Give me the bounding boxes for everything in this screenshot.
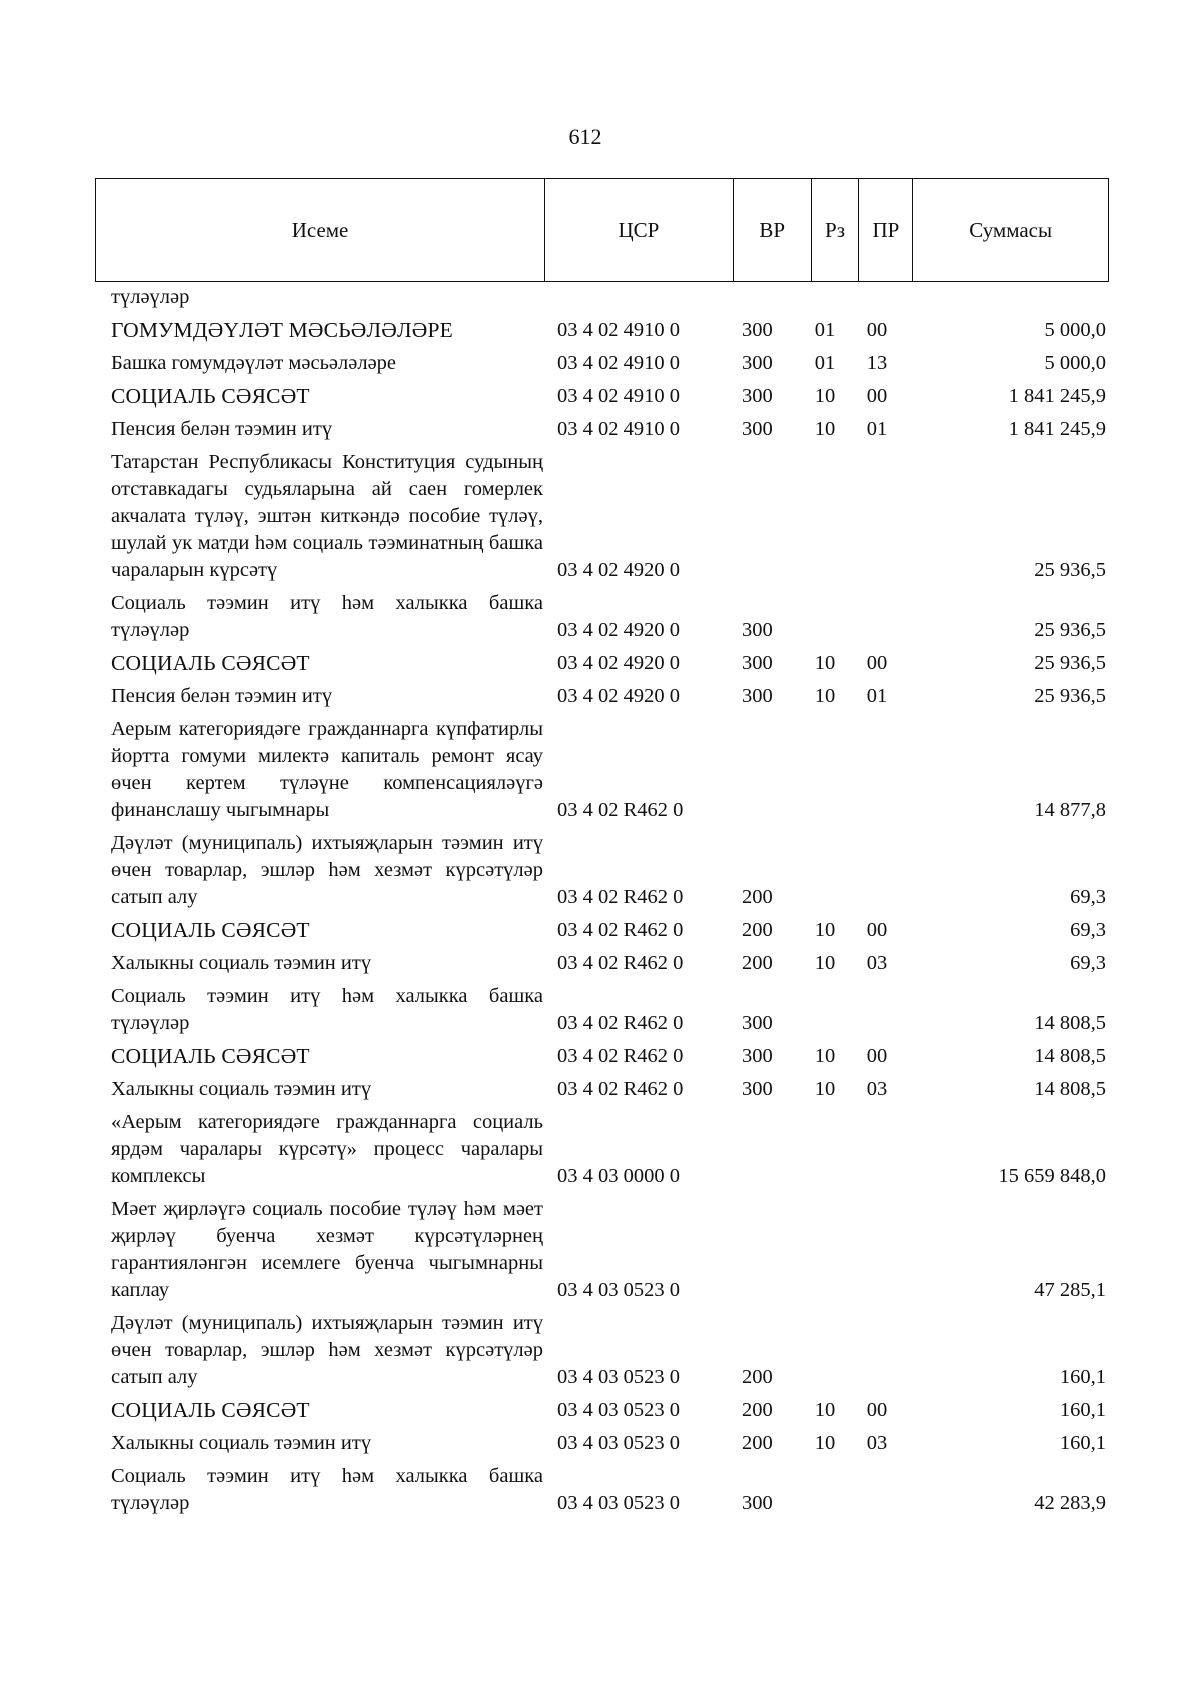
cell-name: СОЦИАЛЬ СӘЯСӘТ bbox=[111, 384, 310, 408]
cell-csr: 03 4 03 0523 0 bbox=[557, 1399, 680, 1421]
cell-rz: 10 bbox=[814, 685, 836, 707]
cell-name: түләүләр bbox=[111, 286, 190, 308]
cell-csr: 03 4 02 4910 0 bbox=[557, 418, 680, 440]
table-row bbox=[111, 1196, 1106, 1304]
cell-sum: 25 936,5 bbox=[1034, 685, 1106, 707]
cell-rz: 10 bbox=[814, 385, 836, 407]
table-row bbox=[111, 1109, 1106, 1190]
cell-sum: 160,1 bbox=[1059, 1432, 1106, 1454]
cell-csr: 03 4 03 0523 0 bbox=[557, 1432, 680, 1454]
table-body bbox=[111, 284, 1106, 1523]
table-row bbox=[111, 284, 1106, 311]
cell-sum: 25 936,5 bbox=[1034, 652, 1106, 674]
cell-rz: 10 bbox=[814, 1399, 836, 1421]
table-row bbox=[111, 1397, 1106, 1424]
table-row bbox=[111, 1310, 1106, 1391]
cell-sum: 14 877,8 bbox=[1034, 799, 1106, 821]
table-row bbox=[111, 683, 1106, 710]
cell-vr: 300 bbox=[742, 385, 773, 407]
header-csr: ЦСР bbox=[545, 179, 734, 281]
cell-csr: 03 4 02 R462 0 bbox=[557, 1045, 684, 1067]
cell-csr: 03 4 03 0523 0 bbox=[557, 1492, 680, 1514]
cell-csr: 03 4 02 4920 0 bbox=[557, 619, 680, 641]
cell-vr: 300 bbox=[742, 418, 773, 440]
cell-rz: 01 bbox=[814, 352, 836, 374]
table-row bbox=[111, 449, 1106, 584]
cell-sum: 1 841 245,9 bbox=[1008, 385, 1106, 407]
cell-vr: 200 bbox=[742, 1366, 773, 1388]
cell-csr: 03 4 02 R462 0 bbox=[557, 952, 684, 974]
table-row bbox=[111, 1076, 1106, 1103]
cell-vr: 300 bbox=[742, 652, 773, 674]
cell-vr: 300 bbox=[742, 319, 773, 341]
cell-sum: 15 659 848,0 bbox=[998, 1165, 1106, 1187]
cell-sum: 25 936,5 bbox=[1034, 559, 1106, 581]
cell-vr: 300 bbox=[742, 352, 773, 374]
table-row bbox=[111, 383, 1106, 410]
cell-vr: 300 bbox=[742, 619, 773, 641]
cell-pr: 03 bbox=[866, 1432, 888, 1454]
cell-vr: 300 bbox=[742, 1045, 773, 1067]
cell-pr: 13 bbox=[866, 352, 888, 374]
cell-name: Дәүләт (муниципаль) ихтыяҗларын тәэмин итү өчен товарлар, эшләр һәм хезмәт күрсәтүләр сатып алу bbox=[111, 832, 543, 908]
cell-name: СОЦИАЛЬ СӘЯСӘТ bbox=[111, 651, 310, 675]
cell-name: СОЦИАЛЬ СӘЯСӘТ bbox=[111, 1398, 310, 1422]
cell-csr: 03 4 02 4910 0 bbox=[557, 385, 680, 407]
cell-sum: 14 808,5 bbox=[1034, 1078, 1106, 1100]
table-header bbox=[95, 178, 1109, 282]
cell-name: Аерым категориядәге гражданнарга күпфатирлы йортта гомуми милектә капиталь ремонт ясау өчен кертем түләүне компенсацияләүгә финанслашу чыгымнары bbox=[111, 718, 543, 821]
cell-rz: 10 bbox=[814, 1432, 836, 1454]
cell-csr: 03 4 02 4920 0 bbox=[557, 559, 680, 581]
cell-csr: 03 4 02 4910 0 bbox=[557, 319, 680, 341]
table-row bbox=[111, 416, 1106, 443]
cell-pr: 03 bbox=[866, 952, 888, 974]
cell-name: ГОМУМДӘҮЛӘТ МӘСЬӘЛӘЛӘРЕ bbox=[111, 318, 453, 342]
cell-vr: 200 bbox=[742, 952, 773, 974]
cell-sum: 69,3 bbox=[1070, 952, 1106, 974]
header-name: Исеме bbox=[96, 179, 545, 281]
header-vr: ВР bbox=[734, 179, 812, 281]
cell-csr: 03 4 02 4920 0 bbox=[557, 652, 680, 674]
table-row bbox=[111, 317, 1106, 344]
cell-pr: 00 bbox=[866, 385, 888, 407]
cell-name: Социаль тәэмин итү һәм халыкка башка түләүләр bbox=[111, 592, 543, 641]
cell-sum: 5 000,0 bbox=[1044, 319, 1106, 341]
cell-name: Татарстан Республикасы Конституция судының отставкадагы судьяларына ай саен гомерлек акчалата түләү, эштән киткәндә пособие түләү, шулай ук матди һәм социаль тәэминатның башка чараларын күрсәтү bbox=[111, 451, 543, 581]
cell-rz: 10 bbox=[814, 1045, 836, 1067]
cell-vr: 200 bbox=[742, 1432, 773, 1454]
cell-name: Социаль тәэмин итү һәм халыкка башка түләүләр bbox=[111, 1465, 543, 1514]
cell-pr: 00 bbox=[866, 919, 888, 941]
cell-pr: 00 bbox=[866, 319, 888, 341]
table-row bbox=[111, 350, 1106, 377]
header-sum: Суммасы bbox=[969, 217, 1053, 242]
table-row bbox=[111, 1430, 1106, 1457]
cell-vr: 300 bbox=[742, 685, 773, 707]
cell-rz: 01 bbox=[814, 319, 836, 341]
cell-name: Халыкны социаль тәэмин итү bbox=[111, 952, 372, 974]
cell-name: Халыкны социаль тәэмин итү bbox=[111, 1432, 372, 1454]
cell-csr: 03 4 02 R462 0 bbox=[557, 886, 684, 908]
cell-vr: 200 bbox=[742, 919, 773, 941]
cell-pr: 03 bbox=[866, 1078, 888, 1100]
table-row bbox=[111, 950, 1106, 977]
cell-csr: 03 4 03 0000 0 bbox=[557, 1165, 680, 1187]
cell-name: Социаль тәэмин итү һәм халыкка башка түләүләр bbox=[111, 985, 543, 1034]
table-row bbox=[111, 1043, 1106, 1070]
cell-pr: 01 bbox=[866, 685, 888, 707]
cell-name: Пенсия белән тәэмин итү bbox=[111, 418, 333, 440]
cell-name: Мәет җирләүгә социаль пособие түләү һәм мәет җирләү буенча хезмәт күрсәтүләрнең гарантияләнгән исемлеге буенча чыгымнарны каплау bbox=[111, 1198, 543, 1301]
cell-csr: 03 4 02 R462 0 bbox=[557, 919, 684, 941]
cell-sum: 14 808,5 bbox=[1034, 1012, 1106, 1034]
cell-csr: 03 4 02 R462 0 bbox=[557, 1078, 684, 1100]
cell-csr: 03 4 02 4920 0 bbox=[557, 685, 680, 707]
cell-csr: 03 4 02 4910 0 bbox=[557, 352, 680, 374]
header-pr: ПР bbox=[859, 179, 913, 281]
cell-name: СОЦИАЛЬ СӘЯСӘТ bbox=[111, 1044, 310, 1068]
cell-sum: 5 000,0 bbox=[1044, 352, 1106, 374]
cell-sum: 14 808,5 bbox=[1034, 1045, 1106, 1067]
cell-name: СОЦИАЛЬ СӘЯСӘТ bbox=[111, 918, 310, 942]
cell-rz: 10 bbox=[814, 418, 836, 440]
cell-name: Пенсия белән тәэмин итү bbox=[111, 685, 333, 707]
table-row bbox=[111, 983, 1106, 1037]
table-row bbox=[111, 650, 1106, 677]
table-row bbox=[111, 830, 1106, 911]
cell-sum: 25 936,5 bbox=[1034, 619, 1106, 641]
cell-vr: 200 bbox=[742, 1399, 773, 1421]
cell-pr: 01 bbox=[866, 418, 888, 440]
cell-name: Башка гомумдәүләт мәсьәләләре bbox=[111, 352, 397, 374]
cell-sum: 160,1 bbox=[1059, 1366, 1106, 1388]
cell-pr: 00 bbox=[866, 1045, 888, 1067]
header-rz: Рз bbox=[812, 179, 860, 281]
cell-vr: 300 bbox=[742, 1012, 773, 1034]
cell-rz: 10 bbox=[814, 652, 836, 674]
cell-sum: 47 285,1 bbox=[1034, 1279, 1106, 1301]
table-row bbox=[111, 716, 1106, 824]
cell-rz: 10 bbox=[814, 952, 836, 974]
cell-sum: 69,3 bbox=[1070, 886, 1106, 908]
cell-sum: 42 283,9 bbox=[1034, 1492, 1106, 1514]
cell-csr: 03 4 03 0523 0 bbox=[557, 1366, 680, 1388]
cell-sum: 1 841 245,9 bbox=[1008, 418, 1106, 440]
cell-sum: 69,3 bbox=[1070, 919, 1106, 941]
cell-pr: 00 bbox=[866, 652, 888, 674]
cell-csr: 03 4 02 R462 0 bbox=[557, 799, 684, 821]
cell-sum: 160,1 bbox=[1059, 1399, 1106, 1421]
cell-rz: 10 bbox=[814, 1078, 836, 1100]
cell-pr: 00 bbox=[866, 1399, 888, 1421]
cell-vr: 300 bbox=[742, 1492, 773, 1514]
cell-vr: 200 bbox=[742, 886, 773, 908]
table-row bbox=[111, 917, 1106, 944]
cell-vr: 300 bbox=[742, 1078, 773, 1100]
cell-name: «Аерым категориядәге гражданнарга социаль ярдәм чаралары күрсәтү» процесс чаралары комплексы bbox=[111, 1111, 543, 1187]
cell-name: Халыкны социаль тәэмин итү bbox=[111, 1078, 372, 1100]
cell-rz: 10 bbox=[814, 919, 836, 941]
page-number: 612 bbox=[568, 124, 602, 149]
cell-name: Дәүләт (муниципаль) ихтыяҗларын тәэмин итү өчен товарлар, эшләр һәм хезмәт күрсәтүләр сатып алу bbox=[111, 1312, 543, 1388]
cell-csr: 03 4 02 R462 0 bbox=[557, 1012, 684, 1034]
table-row bbox=[111, 590, 1106, 644]
table-row bbox=[111, 1463, 1106, 1517]
cell-csr: 03 4 03 0523 0 bbox=[557, 1279, 680, 1301]
